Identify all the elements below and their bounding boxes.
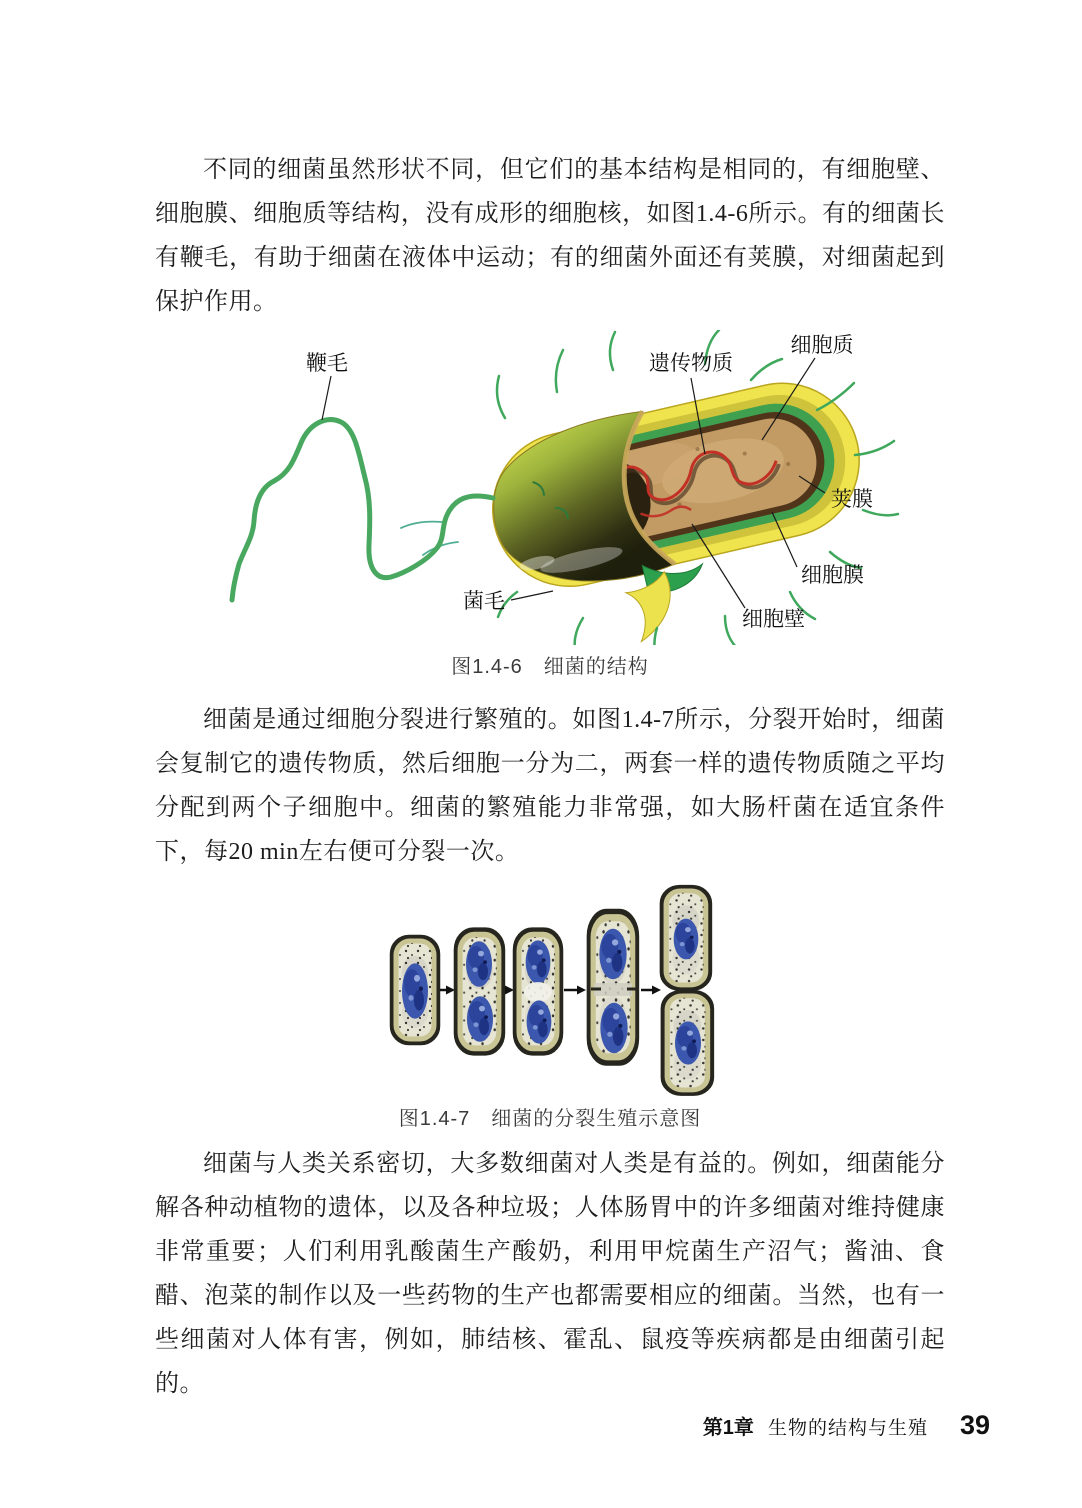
figure-2-caption: 图1.4-7 细菌的分裂生殖示意图 [398, 1108, 702, 1130]
fission-daughter-cell-bottom [663, 992, 712, 1094]
label-capsule: 荚膜 [831, 487, 873, 511]
fission-cell-stage-4 [589, 912, 637, 1063]
label-cell-membrane: 细胞膜 [801, 563, 864, 587]
fission-cell-stage-2 [456, 930, 503, 1053]
arrow-icon [505, 986, 514, 995]
figure-fission [375, 878, 725, 1098]
arrow-icon [440, 986, 455, 995]
paragraph-bacteria-and-humans: 细菌与人类关系密切，大多数细菌对人类是有益的。例如，细菌能分解各种动植物的遗体，以及各种垃圾；人体肠胃中的许多细菌对维持健康非常重要；人们利用乳酸菌生产酸奶，利用甲烷菌生产沼气；酱油、食醋、泡菜的制作以及一些药物的生产也都需要相应的细菌。当然，也有一些细菌对人体有害，例如，肺结核、霍乱、鼠疫等疾病都是由细菌引起的。 [155, 1151, 945, 1397]
fission-daughter-cell-top [662, 887, 710, 989]
section-title: 生物的结构与生殖 [767, 1418, 928, 1439]
label-genetic-material: 遗传物质 [649, 351, 733, 375]
fission-cell-stage-1 [392, 937, 438, 1043]
paragraph-fission: 细菌是通过细胞分裂进行繁殖的。如图1.4-7所示，分裂开始时，细菌会复制它的遗传物质，然后细胞一分为二，两套一样的遗传物质随之平均分配到两个子细胞中。细菌的繁殖能力非常强，如大肠杆菌在适宜条件下，每20 min左右便可分裂一次。 [155, 707, 945, 865]
label-cytoplasm: 细胞质 [790, 333, 854, 357]
figure-1-caption: 图1.4-6 细菌的结构 [451, 656, 649, 678]
fission-cell-stage-3 [515, 930, 561, 1053]
label-pilus: 菌毛 [463, 589, 505, 613]
fission-illustration [375, 878, 725, 1098]
arrow-icon [564, 986, 586, 995]
arrow-icon [641, 986, 661, 995]
label-flagellum: 鞭毛 [306, 351, 348, 375]
figure-bacteria-structure [205, 330, 905, 645]
bacterium-body [477, 364, 890, 645]
chapter-label: 第1章 [702, 1417, 754, 1439]
bacteria-structure-illustration [205, 330, 905, 645]
flagellum-strand [232, 420, 493, 600]
paragraph-bacteria-structure: 不同的细菌虽然形状不同，但它们的基本结构是相同的，有细胞壁、细胞膜、细胞质等结构，没有成形的细胞核，如图1.4-6所示。有的细菌长有鞭毛，有助于细菌在液体中运动；有的细菌外面还有荚膜，对细菌起到保护作用。 [155, 157, 945, 315]
label-cell-wall: 细胞壁 [742, 607, 805, 631]
page-number: 39 [959, 1410, 990, 1440]
page-footer [703, 1410, 990, 1441]
